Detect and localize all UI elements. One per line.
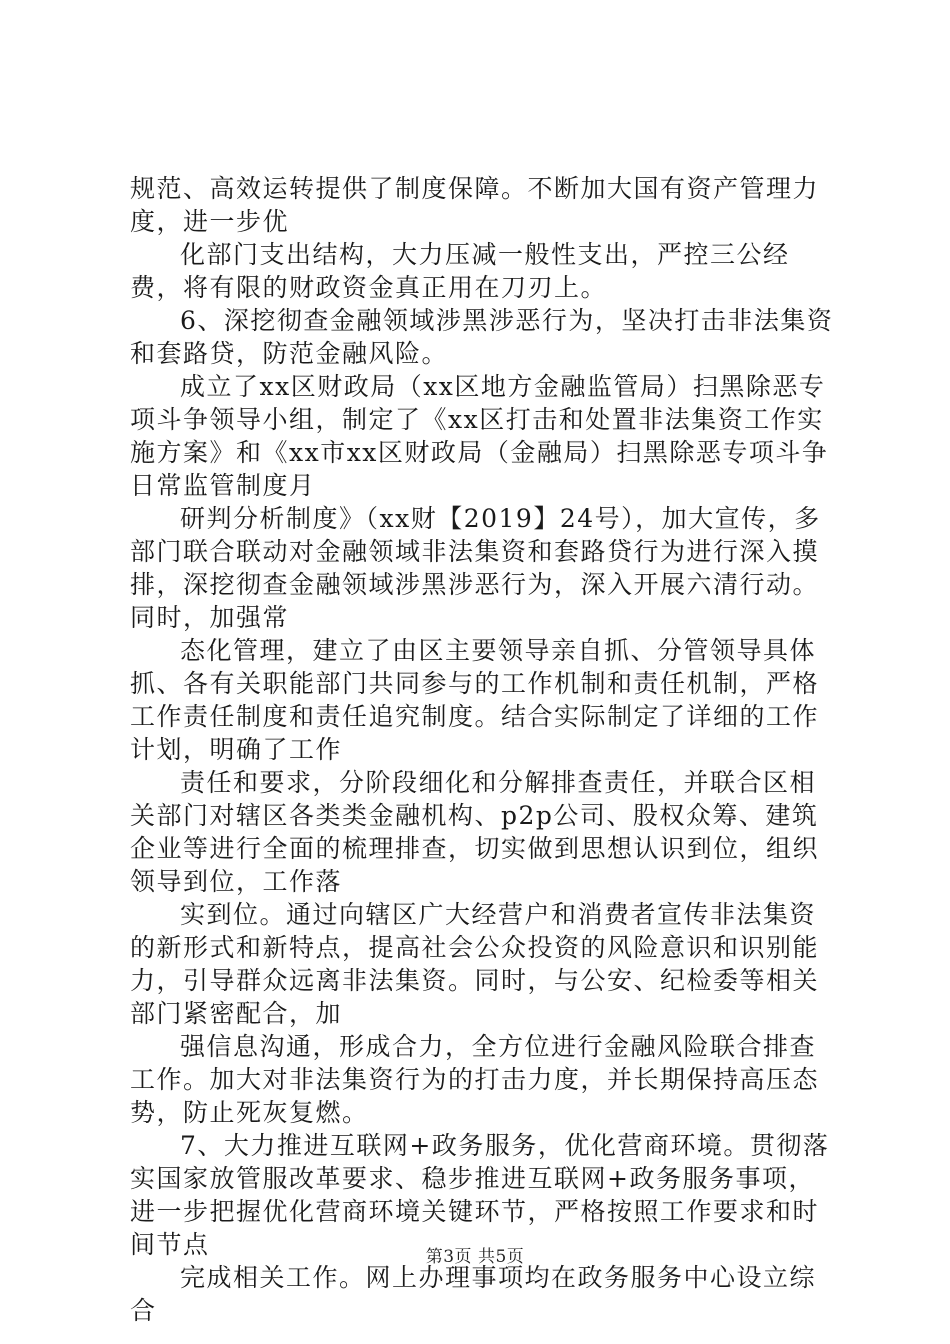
paragraph: 规范、高效运转提供了制度保障。不断加大国有资产管理力度，进一步优 bbox=[130, 174, 820, 236]
paragraph: 7、大力推进互联网+政务服务，优化营商环境。贯彻落实国家放管服改革要求、稳步推进互联网+政务服务事项，进一步把握优化营商环境关键环节，严格按照工作要求和时间节点 bbox=[130, 1131, 830, 1259]
paragraph: 成立了xx区财政局（xx区地方金融监管局）扫黑除恶专项斗争领导小组，制定了《xx区打击和处置非法集资工作实施方案》和《xx市xx区财政局（金融局）扫黑除恶专项斗争日常监管制度月 bbox=[130, 372, 829, 500]
paragraph: 强信息沟通，形成合力，全方位进行金融风险联合排查工作。加大对非法集资行为的打击力度，并长期保持高压态势，防止死灰复燃。 bbox=[130, 1032, 820, 1127]
paragraph: 6、深挖彻查金融领域涉黑涉恶行为，坚决打击非法集资和套路贷，防范金融风险。 bbox=[130, 306, 834, 368]
paragraph: 研判分析制度》（xx财【2019】24号），加大宣传，多部门联合联动对金融领域非法集资和套路贷行为进行深入摸排，深挖彻查金融领域涉黑涉恶行为，深入开展六清行动。同时，加强常 bbox=[130, 504, 821, 632]
document-body bbox=[130, 172, 840, 1327]
page-number-footer: 第3页 共5页 bbox=[425, 1247, 525, 1267]
paragraph: 态化管理，建立了由区主要领导亲自抓、分管领导具体抓、各有关职能部门共同参与的工作机制和责任机制，严格工作责任制度和责任追究制度。结合实际制定了详细的工作计划，明确了工作 bbox=[130, 636, 820, 764]
paragraph: 实到位。通过向辖区广大经营户和消费者宣传非法集资的新形式和新特点，提高社会公众投资的风险意识和识别能力，引导群众远离非法集资。同时，与公安、纪检委等相关部门紧密配合，加 bbox=[130, 900, 820, 1028]
paragraph: 完成相关工作。网上办理事项均在政务服务中心设立综合 bbox=[130, 1263, 817, 1325]
paragraph: 责任和要求，分阶段细化和分解排查责任，并联合区相关部门对辖区各类类金融机构、p2p公司、股权众筹、建筑企业等进行全面的梳理排查，切实做到思想认识到位，组织领导到位，工作落 bbox=[130, 768, 820, 896]
paragraph: 化部门支出结构，大力压减一般性支出，严控三公经费，将有限的财政资金真正用在刀刃上。 bbox=[130, 240, 790, 302]
